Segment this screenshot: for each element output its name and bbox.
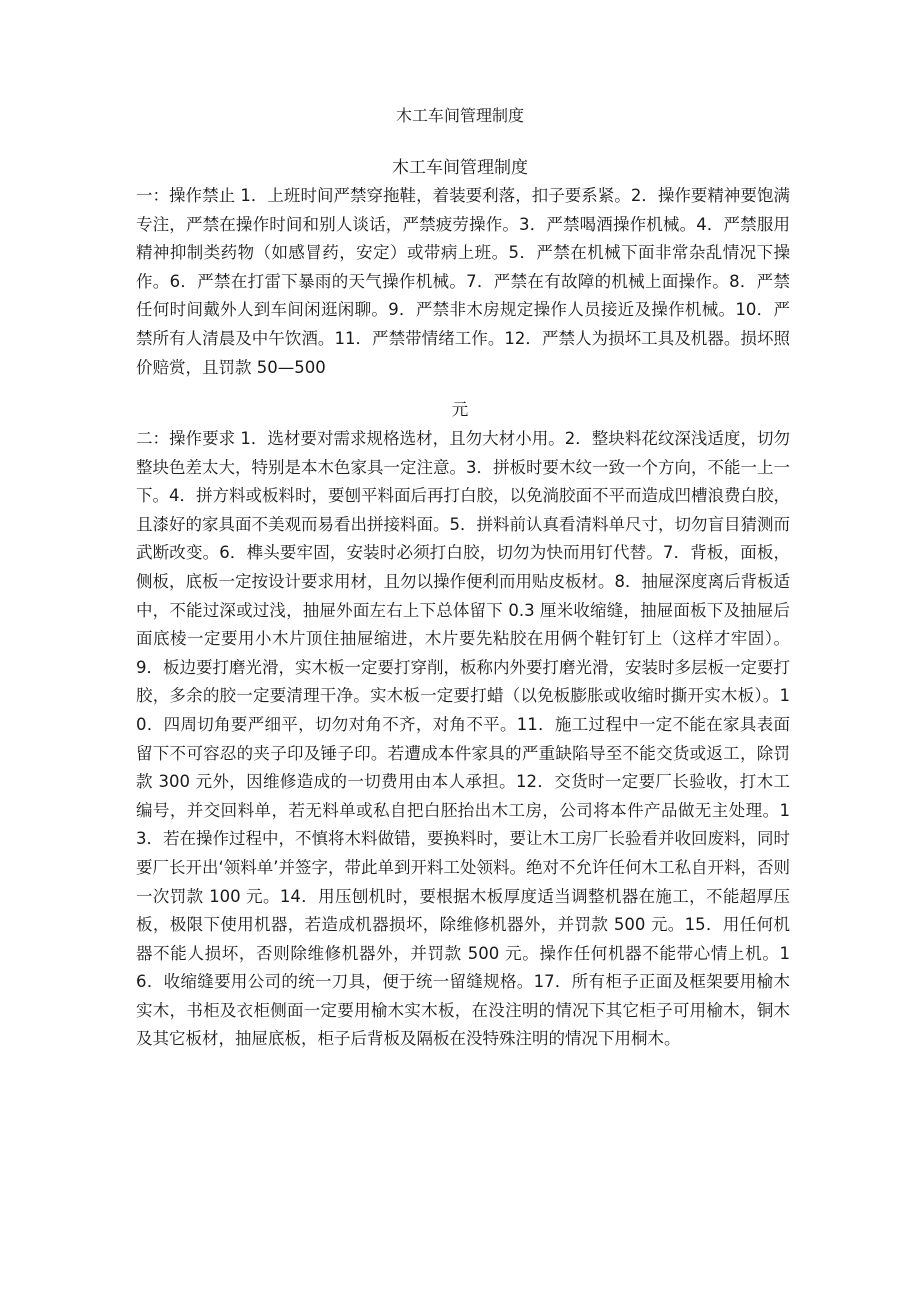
section-operation-prohibitions-tail: 元 — [451, 400, 469, 419]
section-operation-requirements: 二：操作要求 1．选材要对需求规格选材，且勿大材小用。2．整块料花纹深浅适度，切勿整块色差太大，特别是本木色家具一定注意。3．拼板时要木纹一致一个方向，不能一上一下。4．拼方料或板料时，要刨平料面后再打白胶，以免淌胶面不平而造成凹槽浪费白胶，且漆好的家具面不美观而易看出拼接料面。5．拼料前认真看清料单尺寸，切勿盲目猜测而武断改变。6．榫头要牢固，安装时必须打白胶，切勿为快而用钉代替。7．背板，面板，侧板，底板一定按设计要求用材，且勿以操作便利而用贴皮板材。8．抽屉深度离后背板适中，不能过深或过浅，抽屉外面左右上下总体留下 0.3 厘米收缩缝，抽屉面板下及抽屉后面底棱一定要用小木片顶住抽屉缩进，木片要先粘胶在用俩个鞋钉钉上（这样才牢固）。9．板边要打磨光滑，实木板一定要打穿削，板称内外要打磨光滑，安装时多层板一定要打胶，多余的胶一定要清理干净。实木板一定要打蜡（以免板膨胀或收缩时撕开实木板）。10．四周切角要严细平，切勿对角不齐，对角不平。11．施工过程中一定不能在家具表面留下不可容忍的夹子印及锤子印。若遭成本件家具的严重缺陷导至不能交货或返工，除罚款 300 元外，因维修造成的一切费用由本人承担。12．交货时一定要厂长验收，打木工编号，并交回料单，若无料单或私自把白胚抬出木工房，公司将本件产品做无主处理。13．若在操作过程中，不慎将木料做错，要换料时，要让木工房厂长验看并收回废料，同时要厂长开出‘领料单’并签字，带此单到开料工处领料。绝对不允许任何木工私自开料，否则一次罚款 100 元。14．用压刨机时，要根据木板厚度适当调整机器在施工，不能超厚压板，极限下使用机器，若造成机器损坏，除维修机器外，并罚款 500 元。15．用任何机器不能人损坏，否则除维修机器外，并罚款 500 元。操作任何机器不能带心情上机。16．收缩缝要用公司的统一刀具，便于统一留缝规格。17．所有柜子正面及框架要用榆木实木，书柜及衣柜侧面一定要用榆木实木板，在没注明的情况下其它柜子可用榆木，铜木及其它板材，抽屉底板，柜子后背板及隔板在没特殊注明的情况下用桐木。 — [136, 429, 790, 1049]
section-operation-prohibitions: 一：操作禁止 1．上班时间严禁穿拖鞋，着装要利落，扣子要系紧。2．操作要精神要饱满专注，严禁在操作时间和别人谈话，严禁疲劳操作。3．严禁喝酒操作机械。4．严禁服用精神抑制类药物（如感冒药，安定）或带病上班。5．严禁在机械下面非常杂乱情况下操作。6．严禁在打雷下暴雨的天气操作机械。7．严禁在有故障的机械上面操作。8．严禁任何时间戴外人到车间闲逛闲聊。9．严禁非木房规定操作人员接近及操作机械。10．严禁所有人清晨及中午饮酒。11．严禁带情绪工作。12．严禁人为损坏工具及机器。损坏照价赔赏，且罚款 50—500 — [136, 186, 790, 377]
content-title: 木工车间管理制度 — [392, 158, 528, 178]
document-header-title: 木工车间管理制度 — [395, 106, 524, 125]
